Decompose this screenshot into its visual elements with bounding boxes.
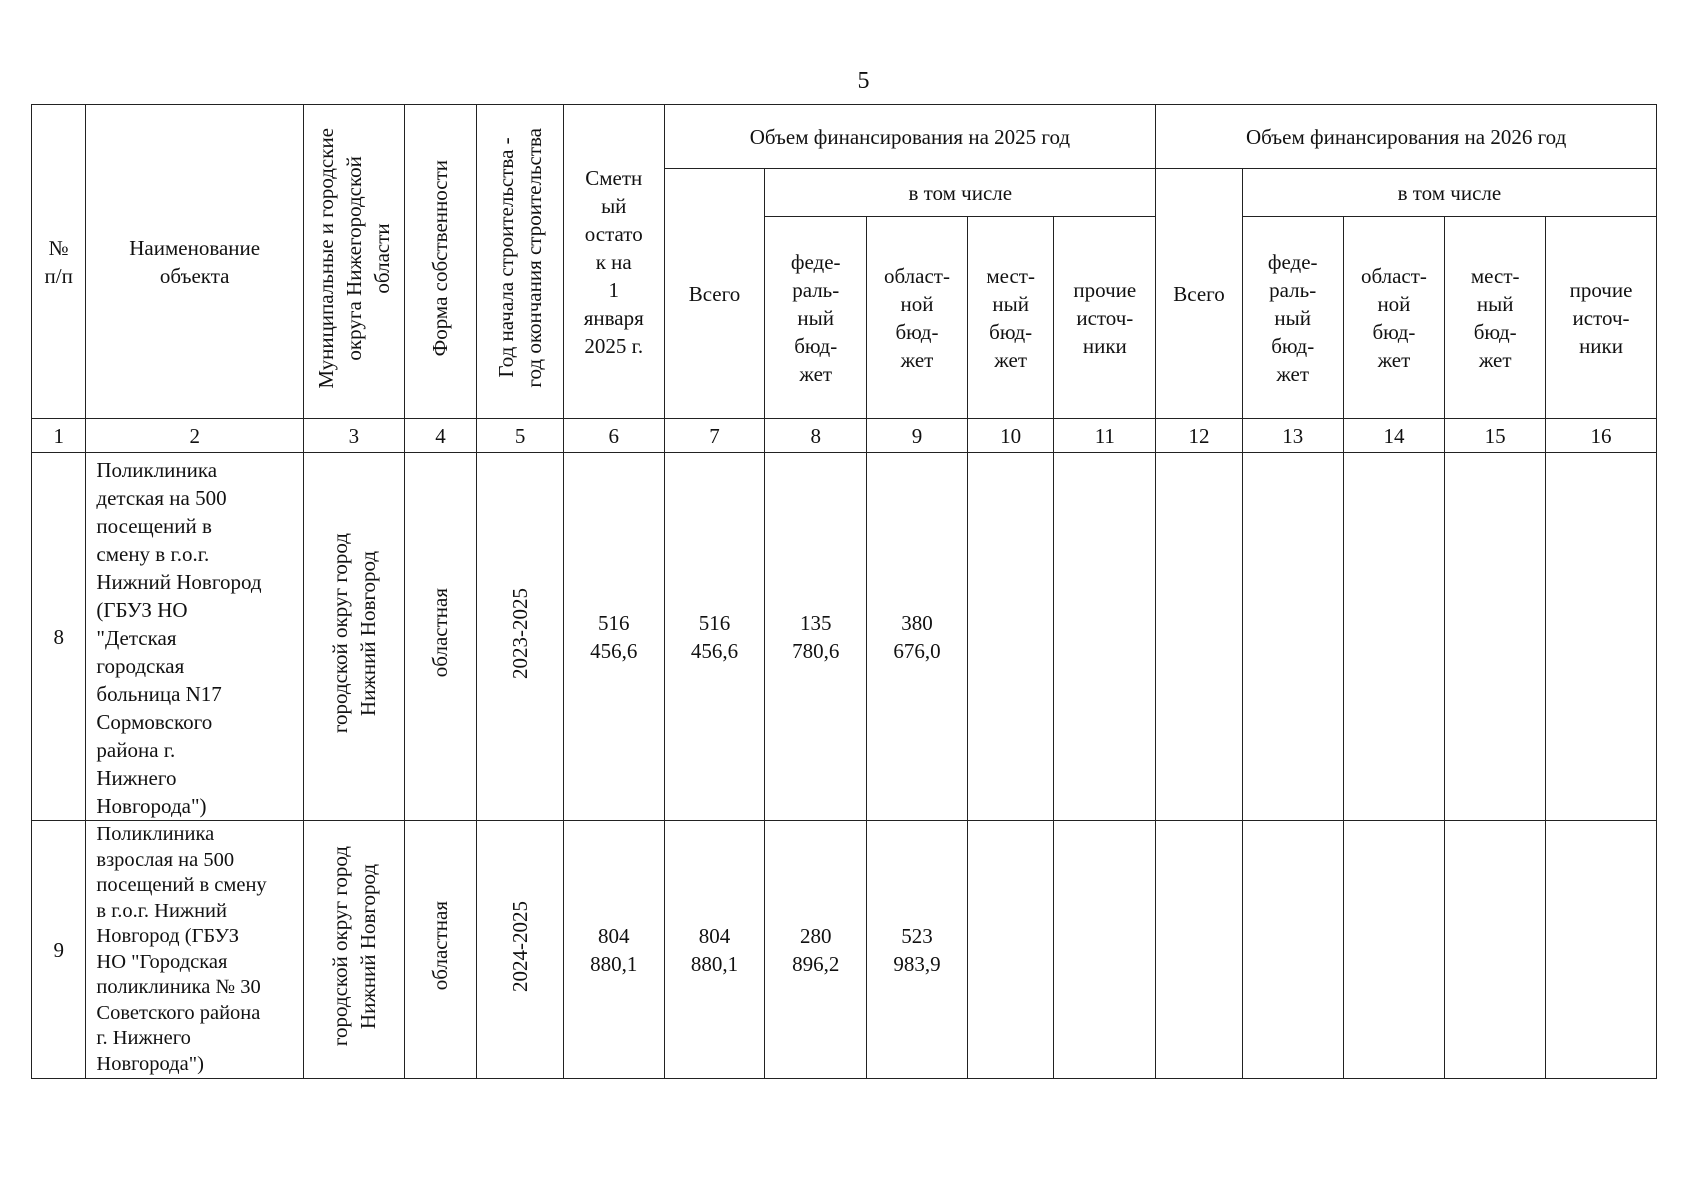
row-municipal-text: городской округ город Нижний Новгород [327,532,380,734]
row-name: Поликлиника взрослая на 500 посещений в смену в г.о.г. Нижний Новгород (ГБУЗ НО "Городская поликлиника № 30 Советского района г. Нижнего Новгорода") [86,821,304,1079]
row-ownership [404,453,477,821]
row-total-2026 [1156,453,1243,821]
row-local-2026 [1445,453,1546,821]
column-number: 14 [1343,419,1445,453]
column-number: 11 [1054,419,1156,453]
column-number: 4 [404,419,477,453]
header-regional-2025: област- ной бюд- жет [867,217,968,419]
header-other-2026: прочие источ- ники [1546,217,1657,419]
row-municipal [303,453,404,821]
column-number: 15 [1445,419,1546,453]
row-years [477,453,564,821]
header-municipal [303,105,404,419]
row-municipal-text: городской округ город Нижний Новгород [327,845,380,1047]
header-years [477,105,564,419]
row-total-2025: 804 880,1 [664,821,765,1079]
header-years-text: Год начала строительства - год окончания строительства [494,128,547,388]
row-other-2025 [1054,821,1156,1079]
row-federal-2026 [1242,821,1343,1079]
row-no: 9 [32,821,86,1079]
column-number: 7 [664,419,765,453]
column-number: 10 [967,419,1054,453]
header-total-2025: Всего [664,169,765,419]
header-regional-2026: област- ной бюд- жет [1343,217,1445,419]
column-number: 8 [765,419,867,453]
header-other-2025: прочие источ- ники [1054,217,1156,419]
column-number: 16 [1546,419,1657,453]
row-regional-2025: 523 983,9 [867,821,968,1079]
header-ownership [404,105,477,419]
row-estimate: 516 456,6 [563,453,664,821]
header-including-2026: в том числе [1242,169,1656,217]
row-name: Поликлиника детская на 500 посещений в смену в г.о.г. Нижний Новгород (ГБУЗ НО "Детская городская больница N17 Сормовского района г. Нижнего Новгорода") [86,453,304,821]
row-federal-2026 [1242,453,1343,821]
column-number: 9 [867,419,968,453]
row-years [477,821,564,1079]
column-number: 1 [32,419,86,453]
row-municipal [303,821,404,1079]
row-local-2025 [967,453,1054,821]
header-estimate: Сметн ый остато к на 1 января 2025 г. [563,105,664,419]
column-number: 5 [477,419,564,453]
row-federal-2025: 280 896,2 [765,821,867,1079]
page-number: 5 [857,68,870,94]
row-federal-2025: 135 780,6 [765,453,867,821]
header-federal-2025: феде- раль- ный бюд- жет [765,217,867,419]
row-local-2025 [967,821,1054,1079]
table-row [32,821,1657,1079]
column-number: 3 [303,419,404,453]
header-ownership-text: Форма собственности [427,159,452,357]
header-name: Наименование объекта [86,105,304,419]
row-ownership-text: областная [427,588,452,678]
row-ownership-text: областная [427,901,452,991]
row-no: 8 [32,453,86,821]
header-municipal-text: Муниципальные и городские округа Нижегородской области [313,127,394,389]
column-number: 13 [1242,419,1343,453]
row-local-2026 [1445,821,1546,1079]
header-local-2025: мест- ный бюд- жет [967,217,1054,419]
header-fin-2025: Объем финансирования на 2025 год [664,105,1156,169]
header-local-2026: мест- ный бюд- жет [1445,217,1546,419]
row-other-2026 [1546,821,1657,1079]
row-years-text: 2023-2025 [507,587,532,679]
header-fin-2026: Объем финансирования на 2026 год [1156,105,1657,169]
row-other-2026 [1546,453,1657,821]
column-number: 12 [1156,419,1243,453]
column-number: 6 [563,419,664,453]
column-number: 2 [86,419,304,453]
header-including-2025: в том числе [765,169,1156,217]
row-regional-2026 [1343,821,1445,1079]
row-years-text: 2024-2025 [507,900,532,992]
row-ownership [404,821,477,1079]
row-estimate: 804 880,1 [563,821,664,1079]
financing-table [31,104,1657,1079]
row-other-2025 [1054,453,1156,821]
row-total-2025: 516 456,6 [664,453,765,821]
header-total-2026: Всего [1156,169,1243,419]
row-regional-2025: 380 676,0 [867,453,968,821]
table-row [32,453,1657,821]
header-federal-2026: феде- раль- ный бюд- жет [1242,217,1343,419]
header-no: № п/п [32,105,86,419]
row-total-2026 [1156,821,1243,1079]
row-regional-2026 [1343,453,1445,821]
